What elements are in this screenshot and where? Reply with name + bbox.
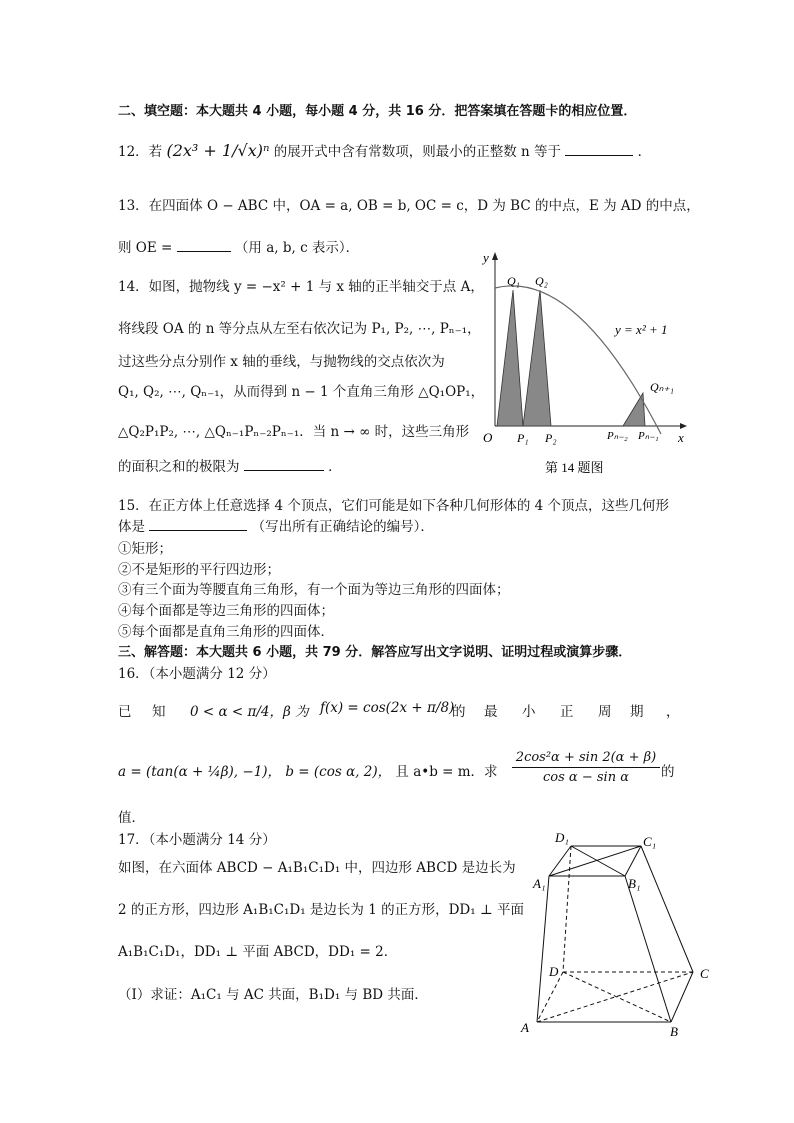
q16-condition: 0 < α < π/4，β 为 [190, 704, 309, 720]
label-d: D [549, 964, 559, 979]
label-c1: C₁ [643, 834, 657, 849]
q15-suffix: （写出所有正确结论的编号）． [251, 519, 434, 535]
q15-option-5: ⑤每个面都是直角三角形的四面体． [118, 624, 334, 640]
edge-b-c [671, 972, 693, 1022]
q16-char-6: 正 [560, 704, 574, 720]
q17-line-3: A₁B₁C₁D₁，DD₁ ⊥ 平面 ABCD，DD₁ = 2． [118, 944, 398, 960]
figure-14-parabola [475, 248, 695, 480]
label-b: B [670, 1024, 678, 1039]
label-d1: D₁ [555, 830, 569, 845]
q17-line-1: 如图，在六面体 ABCD − A₁B₁C₁D₁ 中，四边形 ABCD 是边长为 [118, 860, 516, 876]
q16-fraction-denominator: cos α − sin α [543, 770, 629, 785]
q17-header: 17．（本小题满分 14 分） [118, 832, 276, 848]
q13-answer-blank[interactable] [177, 237, 231, 252]
label-p2: P₂ [545, 431, 557, 445]
section-2-heading: 二、填空题：本大题共 4 小题，每小题 4 分，共 16 分．把答案填在答题卡的相应位置． [118, 104, 637, 119]
q16-char-7: 周 [598, 704, 612, 720]
q14-line-3: 过这些分点分别作 x 轴的垂线，与抛物线的交点依次为 [118, 354, 445, 370]
triangle-q1-o-p1 [497, 290, 523, 426]
q16-header: 16．（本小题满分 12 分） [118, 666, 276, 682]
label-c: C [700, 966, 709, 981]
q15-option-1: ①矩形； [118, 541, 172, 557]
q14-suffix: ． [328, 459, 342, 475]
q15-prefix: 体是 [118, 519, 145, 535]
figure-17-hexahedron [515, 826, 730, 1046]
diag-d-b [563, 972, 671, 1022]
q16-char-1: 已 [118, 704, 132, 720]
q15-option-3: ③有三个面为等腰直角三角形，有一个面为等边三角形的四面体； [118, 582, 510, 598]
question-13-line-1: 13．在四面体 O − ABC 中，OA = a, OB = b, OC = c，D 为 BC 的中点，E 为 AD 的中点， [118, 198, 700, 214]
q12-end: ． [637, 144, 652, 160]
q16-char-3: 的 [452, 704, 466, 720]
q16-fraction-numerator: 2cos²α + sin 2(α + β) [512, 750, 660, 768]
q16-char-5: 小 [522, 704, 536, 720]
q14-answer-blank[interactable] [244, 456, 324, 471]
q16-char-9: ， [666, 704, 680, 720]
q14-line-2: 将线段 OA 的 n 等分点从左至右依次记为 P₁, P₂, ⋯, Pₙ₋₁， [118, 321, 481, 337]
x-axis-arrow-icon [680, 423, 687, 429]
question-12 [118, 140, 651, 160]
diag-d1-b1 [571, 846, 625, 876]
label-a1: A₁ [533, 876, 546, 891]
origin-label: O [483, 430, 493, 445]
question-13-line-2 [118, 236, 359, 256]
q13-prefix: 则 OE = [118, 240, 173, 256]
label-pn1: Pₙ₋₁ [638, 430, 659, 442]
q14-line-1: 14．如图，抛物线 y = −x² + 1 与 x 轴的正半轴交于点 A， [118, 279, 484, 295]
q16-tail: 的 [661, 764, 675, 780]
q15-line-1: 15．在正方体上任意选择 4 个顶点，它们可能是如下各种几何形体的 4 个顶点，这些几何形 [118, 498, 670, 514]
q15-line-2 [118, 515, 434, 535]
q16-vector-b: b = (cos α, 2)， [285, 764, 392, 780]
label-q1: Q₁ [507, 274, 520, 288]
q12-number: 12．若 [118, 144, 163, 160]
q16-condition-2: 且 a•b = m．求 [395, 764, 498, 780]
q12-answer-blank[interactable] [565, 141, 633, 156]
q12-expression: (2x³ + 1/√x)ⁿ [166, 141, 270, 160]
y-axis-label: y [483, 250, 489, 265]
y-axis-arrow-icon [492, 252, 498, 260]
q15-option-4: ④每个面都是等边三角形的四面体； [118, 603, 334, 619]
q16-last: 值． [118, 810, 145, 826]
q16-fraction [512, 750, 660, 785]
curve-label: y = x² + 1 [615, 322, 668, 337]
label-qn1: Qₙ₊₁ [650, 380, 674, 394]
section-3-heading: 三、解答题：本大题共 6 小题，共 79 分．解答应写出文字说明、证明过程或演算步骤． [118, 645, 632, 660]
q16-char-8: 期 [630, 704, 644, 720]
q16-char-2: 知 [152, 704, 166, 720]
diag-a-c [537, 972, 693, 1022]
label-a: A [521, 1020, 529, 1035]
q16-vector-line [118, 760, 498, 780]
q13-suffix: （用 a, b, c 表示）． [234, 240, 360, 256]
label-b1: B₁ [628, 876, 641, 891]
q16-function: f(x) = cos(2x + π/8) [320, 700, 455, 716]
edge-b1-b [625, 876, 671, 1022]
q14-line-6 [118, 455, 342, 475]
edge-d1-d [563, 846, 571, 972]
q16-vector-a: a = (tan(α + ¼β), −1)， [118, 764, 282, 780]
edge-a1-a [537, 876, 549, 1022]
q17-line-4: （Ⅰ）求证：A₁C₁ 与 AC 共面，B₁D₁ 与 BD 共面． [118, 987, 428, 1003]
q12-text: 的展开式中含有常数项，则最小的正整数 n 等于 [273, 144, 562, 160]
x-axis-label: x [678, 430, 684, 445]
label-q2: Q₂ [535, 274, 548, 288]
q17-line-2: 2 的正方形，四边形 A₁B₁C₁D₁ 是边长为 1 的正方形，DD₁ ⊥ 平面 [118, 902, 524, 918]
q14-line-4: Q₁, Q₂, ⋯, Qₙ₋₁，从而得到 n − 1 个直角三角形 △Q₁OP₁， [118, 384, 485, 400]
q16-char-4: 最 [484, 704, 498, 720]
label-p1: P₁ [517, 431, 529, 445]
q14-line-5: △Q₂P₁P₂, ⋯, △Qₙ₋₁Pₙ₋₂Pₙ₋₁．当 n → ∞ 时，这些三角形 [118, 424, 470, 440]
label-pn2: Pₙ₋₂ [607, 430, 628, 442]
q14-prefix: 的面积之和的极限为 [118, 459, 240, 475]
edge-a1-d1 [549, 846, 571, 876]
q15-option-2: ②不是矩形的平行四边形； [118, 562, 280, 578]
q15-answer-blank[interactable] [149, 516, 247, 531]
triangle-q2-p1-p2 [523, 290, 551, 426]
figure-14-caption: 第 14 题图 [545, 460, 604, 475]
